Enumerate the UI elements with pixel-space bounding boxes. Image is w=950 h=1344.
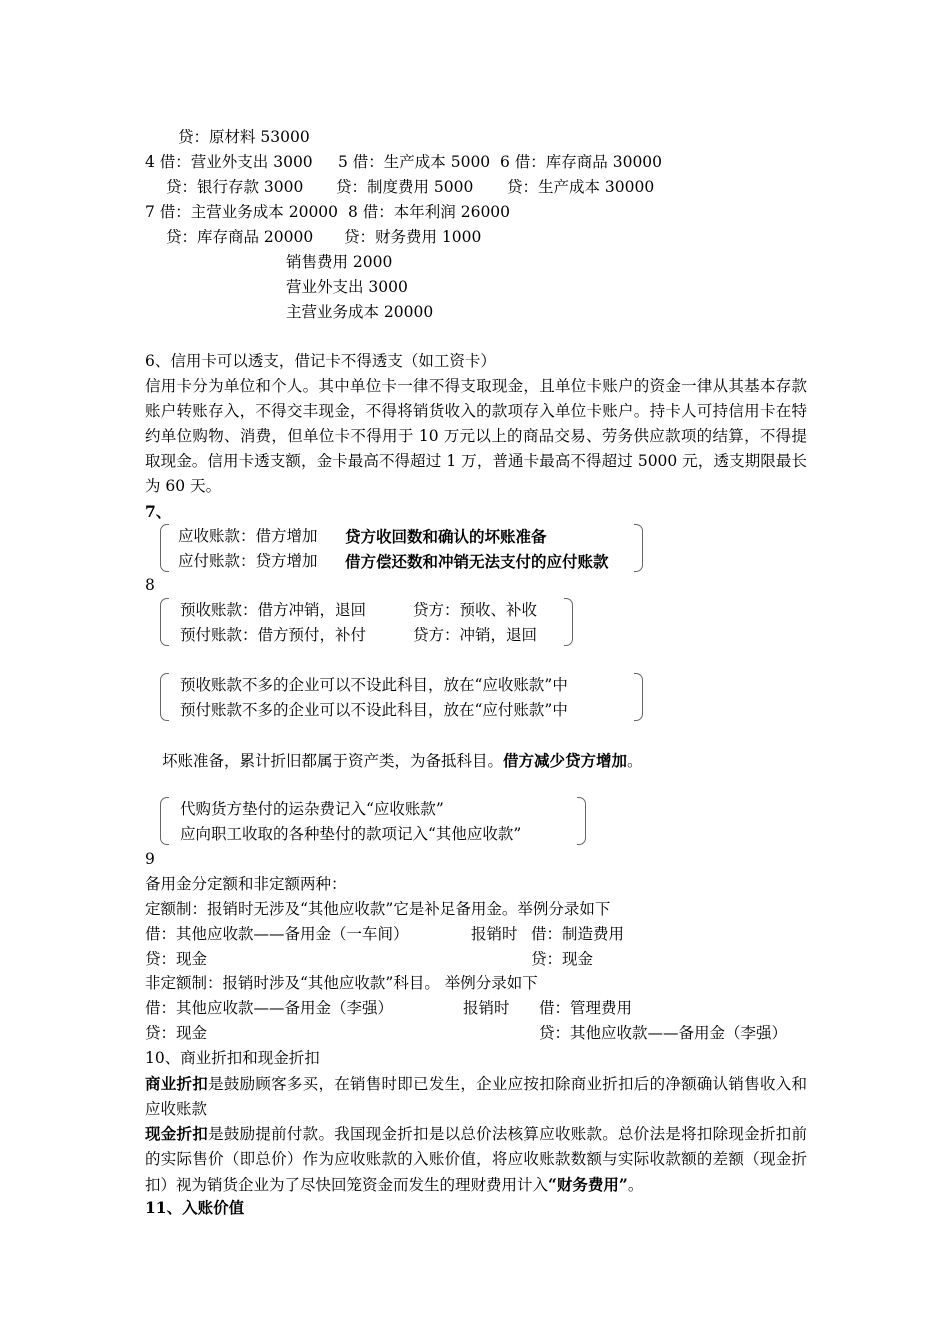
entry-line: 贷：现金 [531, 950, 594, 968]
rule-text: 贷方：冲销，退回 [413, 626, 538, 644]
entry-line: 借：制造费用 [531, 925, 625, 943]
entry-line: 贷：现金 [145, 950, 208, 968]
entry-line: 报销时 [463, 999, 510, 1017]
entry-line: 7 借：主营业务成本 20000 [145, 203, 339, 221]
left-brace [160, 598, 169, 646]
right-brace [634, 673, 643, 721]
paragraph [145, 1121, 807, 1198]
entry-line: 贷：财务费用 1000 [344, 228, 482, 246]
left-brace [160, 673, 169, 721]
rule-text: 借方偿还数和冲销无法支付的应付账款 [345, 552, 609, 571]
entry-line: 贷：生产成本 30000 [507, 178, 655, 196]
entry-line: 贷：银行存款 3000 [166, 178, 304, 196]
section-heading: 10、商业折扣和现金折扣 [145, 1049, 320, 1067]
term-bold: 商业折扣 [145, 1074, 209, 1093]
paragraph: 信用卡分为单位和个人。其中单位卡一律不得支取现金，且单位卡账户的资金一律从其基本存款账户转账存入，不得交丰现金，不得将销货收入的款项存入单位卡账户。持卡人可持信用卡在特约单位购物、消费，但单位卡不得用于 10 万元以上的商品交易、劳务供应款项的结算，不得提取现金。信用卡透支额，金卡最高不得超过 1 万，普通卡最高不得超过 5000 元，透支期限最长为 60 天。 [145, 377, 807, 495]
entry-line: 主营业务成本 20000 [286, 303, 434, 321]
rule-text: 应付账款：贷方增加 [178, 552, 318, 570]
entry-line: 贷：现金 [145, 1024, 208, 1042]
paragraph [145, 1071, 807, 1122]
note-text: 应向职工收取的各种垫付的款项记入“其他应收款” [180, 825, 522, 843]
paragraph-text: 是鼓励顾客多买，在销售时即已发生，企业应按扣除商业折扣后的净额确认销售收入和应收账款 [145, 1075, 807, 1118]
rule-text: 预付账款：借方预付，补付 [180, 626, 367, 644]
term-bold: 现金折扣 [145, 1124, 209, 1143]
entry-line: 借：管理费用 [539, 999, 633, 1017]
section-heading: 9 [145, 850, 155, 868]
term-bold: “财务费用” [548, 1175, 628, 1194]
note-text: 代购货方垫付的运杂费记入“应收账款” [180, 800, 444, 818]
text-line: 非定额制：报销时涉及“其他应收款”科目。 举例分录如下 [145, 974, 538, 992]
paragraph-end: 。 [627, 1176, 644, 1194]
entry-line: 贷：原材料 53000 [178, 128, 310, 146]
paragraph-text: 是鼓励提前付款。我国现金折扣是以总价法核算应收账款。总价法是将扣除现金折扣前的实际售价（即总价）作为应收账款的入账价值，将应收账款数额与实际收款额的差额（现金折扣）视为销货企业为了尽快回笼资金而发生的理财费用计入 [145, 1125, 807, 1194]
note-text: 预收账款不多的企业可以不设此科目，放在“应收账款”中 [180, 676, 568, 694]
entry-line: 贷：库存商品 20000 [166, 228, 314, 246]
right-brace [564, 598, 573, 646]
right-brace [577, 797, 586, 845]
rule-text: 应收账款：借方增加 [178, 527, 318, 545]
entry-line: 报销时 [471, 925, 518, 943]
right-brace [634, 524, 643, 572]
rule-text: 贷方：预收、补收 [413, 601, 538, 619]
allowance-bold: 借方减少贷方增加 [503, 751, 628, 770]
entry-line: 借：其他应收款——备用金（李强） [145, 999, 394, 1017]
entry-line: 借：其他应收款——备用金（一车间） [145, 925, 409, 943]
note-text: 预付账款不多的企业可以不设此科目，放在“应付账款”中 [180, 701, 568, 719]
entry-line: 5 借：生产成本 5000 [338, 153, 491, 171]
section-heading: 6、信用卡可以透支，借记卡不得透支（如工资卡） [145, 352, 496, 370]
entry-line: 营业外支出 3000 [286, 278, 408, 296]
allowance-end: 。 [627, 752, 643, 770]
section-heading: 8 [145, 576, 155, 594]
rule-text: 贷方收回数和确认的坏账准备 [345, 527, 547, 546]
entry-line: 6 借：库存商品 30000 [500, 153, 663, 171]
allowance-text: 坏账准备，累计折旧都属于资产类，为备抵科目。 [162, 752, 504, 770]
entry-line: 8 借：本年利润 26000 [348, 203, 511, 221]
section-heading: 7、 [145, 502, 172, 521]
allowance-line [162, 748, 643, 774]
entry-line: 贷：其他应收款——备用金（李强） [539, 1024, 788, 1042]
left-brace [160, 797, 169, 845]
text-line: 备用金分定额和非定额两种： [145, 875, 347, 893]
section-heading: 11、入账价值 [145, 1198, 245, 1217]
left-brace [160, 524, 169, 572]
text-line: 定额制：报销时无涉及“其他应收款”它是补足备用金。举例分录如下 [145, 900, 611, 918]
entry-line: 销售费用 2000 [286, 253, 393, 271]
rule-text: 预收账款：借方冲销，退回 [180, 601, 367, 619]
entry-line: 贷：制度费用 5000 [336, 178, 474, 196]
entry-line: 4 借：营业外支出 3000 [145, 153, 313, 171]
